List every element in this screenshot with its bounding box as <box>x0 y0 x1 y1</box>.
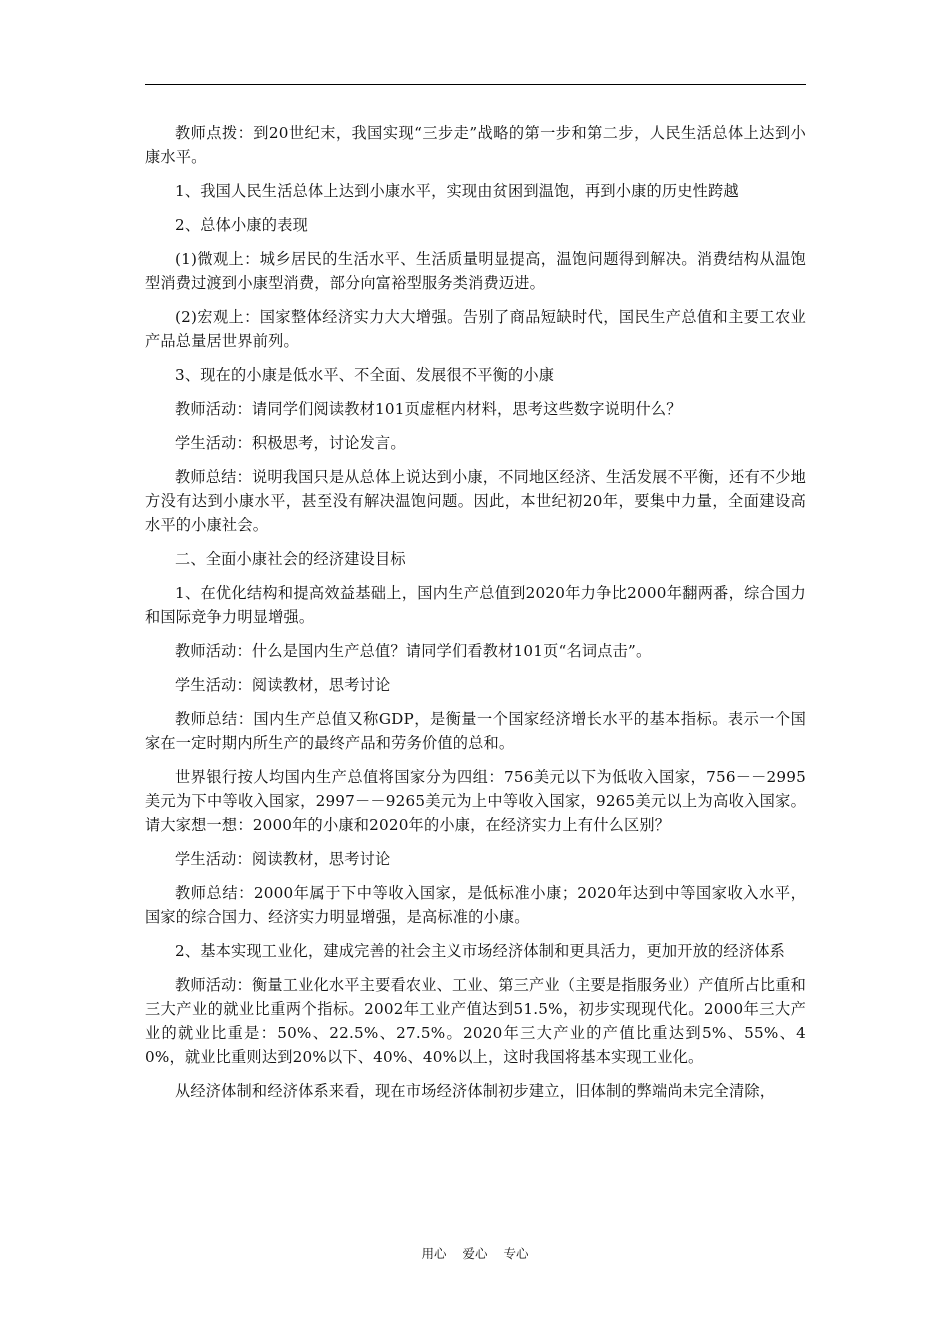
paragraph: 教师活动：请同学们阅读教材101页虚框内材料，思考这些数字说明什么？ <box>175 400 682 418</box>
paragraph: 2、总体小康的表现 <box>175 216 308 234</box>
paragraph: 教师总结：说明我国只是从总体上说达到小康，不同地区经济、生活发展不平衡，还有不少地方没有达到小康水平，甚至没有解决温饱问题。因此，本世纪初20年，要集中力量，全面建设高水平的小康社会。 <box>145 468 806 534</box>
paragraph: 教师活动：衡量工业化水平主要看农业、工业、第三产业（主要是指服务业）产值所占比重和三大产业的就业比重两个指标。2002年工业产值达到51.5%，初步实现现代化。2000年三大产业的就业比重是：50%、22.5%、27.5%。2020年三大产业的产值比重达到5%、55%、40%，就业比重则达到20%以下、40%、40%以上，这时我国将基本实现工业化。 <box>145 976 806 1066</box>
paragraph: 从经济体制和经济体系来看，现在市场经济体制初步建立，旧体制的弊端尚未完全清除， <box>175 1082 776 1100</box>
paragraph: 学生活动：阅读教材，思考讨论 <box>175 850 391 868</box>
paragraph: 教师总结：国内生产总值又称GDP，是衡量一个国家经济增长水平的基本指标。表示一个国家在一定时期内所生产的最终产品和劳务价值的总和。 <box>145 710 806 752</box>
header-rule <box>145 84 806 85</box>
page-footer: 用心 爱心 专心 <box>421 1246 529 1261</box>
paragraph: 1、我国人民生活总体上达到小康水平，实现由贫困到温饱，再到小康的历史性跨越 <box>175 182 739 200</box>
paragraph: 教师总结：2000年属于下中等收入国家，是低标准小康；2020年达到中等国家收入水平，国家的综合国力、经济实力明显增强，是高标准的小康。 <box>145 884 806 926</box>
section-heading: 二、全面小康社会的经济建设目标 <box>175 550 406 568</box>
document-body <box>145 121 806 1113</box>
paragraph: (2)宏观上：国家整体经济实力大大增强。告别了商品短缺时代，国民生产总值和主要工农业产品总量居世界前列。 <box>145 308 806 350</box>
paragraph: 教师活动：什么是国内生产总值？请同学们看教材101页“名词点击”。 <box>175 642 652 660</box>
paragraph: (1)微观上：城乡居民的生活水平、生活质量明显提高，温饱问题得到解决。消费结构从温饱型消费过渡到小康型消费，部分向富裕型服务类消费迈进。 <box>145 250 806 292</box>
paragraph: 学生活动：阅读教材，思考讨论 <box>175 676 391 694</box>
paragraph: 教师点拨：到20世纪末，我国实现“三步走”战略的第一步和第二步，人民生活总体上达到小康水平。 <box>145 124 806 166</box>
paragraph: 世界银行按人均国内生产总值将国家分为四组：756美元以下为低收入国家，756－－2995美元为下中等收入国家，2997－－9265美元为上中等收入国家，9265美元以上为高收入国家。请大家想一想：2000年的小康和2020年的小康，在经济实力上有什么区别？ <box>145 768 806 834</box>
paragraph: 学生活动：积极思考，讨论发言。 <box>175 434 406 452</box>
paragraph: 2、基本实现工业化，建成完善的社会主义市场经济体制和更具活力，更加开放的经济体系 <box>175 942 785 960</box>
paragraph: 1、在优化结构和提高效益基础上，国内生产总值到2020年力争比2000年翻两番，综合国力和国际竞争力明显增强。 <box>145 584 806 626</box>
paragraph: 3、现在的小康是低水平、不全面、发展很不平衡的小康 <box>175 366 555 384</box>
